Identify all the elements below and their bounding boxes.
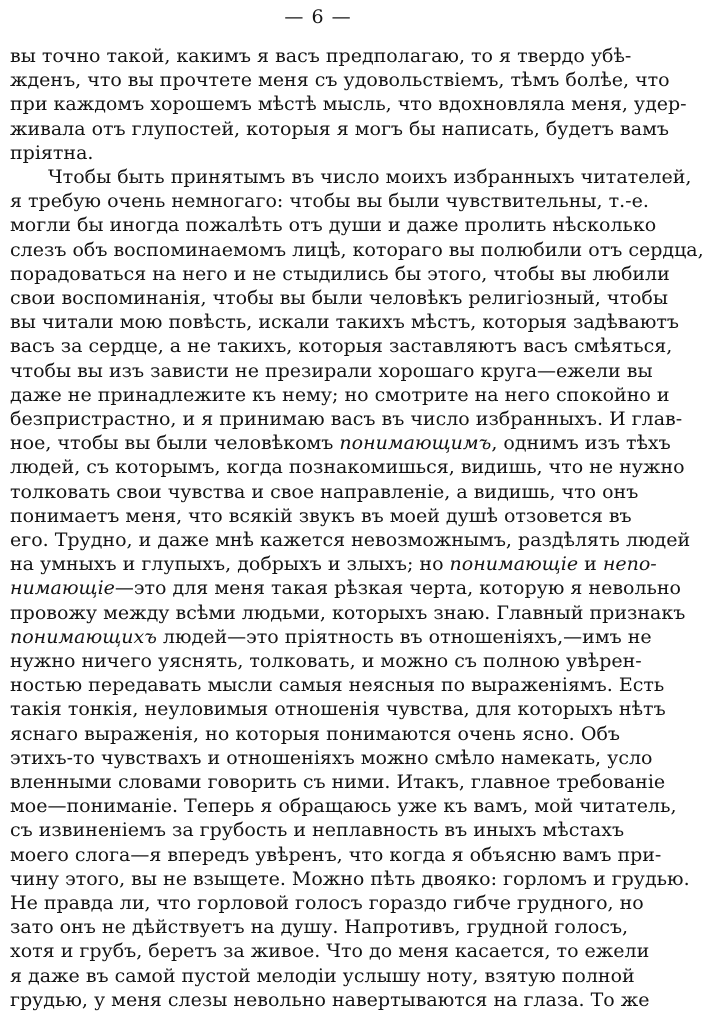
text-line xyxy=(10,600,686,627)
emphasized-text: понимающіе xyxy=(449,553,579,576)
text-line xyxy=(10,769,666,796)
text-segment: съ извиненіемъ за грубость и неплавность въ иныхъ мѣстахъ xyxy=(10,819,625,842)
emphasized-text: понимающимъ xyxy=(339,432,492,455)
text-line xyxy=(10,624,652,651)
text-segment: моего слога—я впередъ увѣренъ, что когда я объясню вамъ при- xyxy=(10,843,662,866)
text-line xyxy=(10,866,690,893)
text-segment: я даже въ самой пустой мелодіи услышу ноту, взятую полной xyxy=(10,964,635,987)
text-segment: пріятна. xyxy=(10,141,94,164)
text-line xyxy=(10,575,681,602)
text-line xyxy=(10,212,657,239)
text-line xyxy=(10,938,650,965)
text-segment: людей, съ которымъ, когда познакомишься, видишь, что не нужно xyxy=(10,456,685,479)
text-segment: при каждомъ хорошемъ мѣстѣ мысль, что вдохновляла меня, удер- xyxy=(10,93,687,116)
text-segment: и xyxy=(578,553,603,576)
text-line xyxy=(48,164,692,191)
text-segment: людей—это пріятность въ отношеніяхъ,—имъ не xyxy=(156,625,652,648)
text-segment: этихъ-то чувствахъ и отношеніяхъ можно смѣло намекать, усло xyxy=(10,746,653,769)
text-segment: свои воспоминанія, чтобы вы были человѣкъ религіозный, чтобы xyxy=(10,287,668,309)
text-segment: Не правда ли, что горловой голосъ гораздо гибче грудного, но xyxy=(10,892,644,914)
text-line xyxy=(10,43,632,70)
text-line xyxy=(10,261,670,288)
text-segment: толковать свои чувства и свое направленіе, а видишь, что онъ xyxy=(10,480,639,503)
emphasized-text: непо- xyxy=(602,553,657,576)
text-segment: живала отъ глупостей, которыя я могъ бы написать, будетъ вамъ xyxy=(10,117,669,140)
text-line xyxy=(10,963,635,990)
text-line xyxy=(10,648,642,675)
text-segment: слезъ объ воспоминаемомъ лицѣ, котораго вы полюбили отъ сердца, xyxy=(10,238,704,261)
text-line xyxy=(10,309,679,336)
text-line xyxy=(10,696,666,723)
text-line xyxy=(10,479,639,506)
emphasized-text: нимающіе xyxy=(10,577,115,600)
text-line xyxy=(10,333,673,360)
text-segment: безпристрастно, и я принимаю васъ въ число избранныхъ. И глав- xyxy=(10,408,683,430)
text-segment: , однимъ изъ тѣхъ xyxy=(491,432,671,455)
text-segment: нужно ничего уяснять, толковать, и можно съ полною увѣрен- xyxy=(10,650,642,672)
text-segment: ностью передавать мысли самыя неясныя по выраженіямъ. Есть xyxy=(10,674,665,697)
text-segment: ное, чтобы вы были человѣкомъ xyxy=(10,432,340,455)
text-segment: вы точно такой, какимъ я васъ предполагаю, то я твердо убѣ- xyxy=(10,45,632,67)
text-line xyxy=(10,817,625,844)
text-line xyxy=(10,987,650,1014)
text-segment: его. Трудно, и даже мнѣ кажется невозможнымъ, раздѣлять людей xyxy=(10,529,691,551)
text-line xyxy=(10,382,670,409)
text-line xyxy=(10,454,685,481)
text-line xyxy=(10,527,691,554)
text-line xyxy=(10,793,677,820)
text-line xyxy=(10,67,670,94)
text-segment: грудью, у меня слезы невольно навертываются на глаза. То же xyxy=(10,988,650,1011)
text-segment: на умныхъ и глупыхъ, добрыхъ и злыхъ; но xyxy=(10,553,450,576)
text-segment: яснаго выраженія, но которыя понимаются очень ясно. Объ xyxy=(10,722,620,745)
text-line xyxy=(10,842,662,869)
text-line xyxy=(10,285,668,312)
text-segment: —это для меня такая рѣзкая черта, которую я невольно xyxy=(114,577,681,600)
text-line xyxy=(10,745,653,772)
text-segment: жденъ, что вы прочтете меня съ удовольствіемъ, тѣмъ болѣе, что xyxy=(10,69,670,92)
text-segment: понимаетъ меня, что всякій звукъ въ моей душѣ отзовется въ xyxy=(10,504,632,527)
text-line xyxy=(10,430,671,457)
text-segment: зато онъ не дѣйствуетъ на душу. Напротивъ, грудной голосъ, xyxy=(10,916,629,939)
text-line xyxy=(10,91,687,118)
text-line xyxy=(10,406,683,433)
text-segment: васъ за сердце, а не такихъ, которыя заставляютъ васъ смѣяться, xyxy=(10,335,673,358)
text-line xyxy=(10,116,669,143)
emphasized-text: понимающихъ xyxy=(10,625,157,648)
text-line xyxy=(10,503,632,530)
text-line xyxy=(10,672,665,699)
text-segment: чтобы вы изъ зависти не презирали хорошаго круга—ежели вы xyxy=(10,359,653,382)
text-segment: провожу между всѣми людьми, которыхъ знаю. Главный признакъ xyxy=(10,601,686,624)
text-line xyxy=(10,721,620,748)
text-segment: чину этого, вы не взыщете. Можно пѣть двояко: горломъ и грудью. xyxy=(10,867,690,890)
text-line xyxy=(10,914,629,941)
text-line xyxy=(10,358,653,385)
page-number: — 6 — xyxy=(284,6,352,28)
text-line xyxy=(10,140,93,167)
text-segment: Чтобы быть принятымъ въ число моихъ избранныхъ читателей, xyxy=(48,166,692,188)
text-segment: даже не принадлежите къ нему; но смотрите на него спокойно и xyxy=(10,383,670,406)
text-segment: хотя и грубъ, беретъ за живое. Что до меня касается, то ежели xyxy=(10,940,650,963)
text-segment: я требую очень немногаго: чтобы вы были чувствительны, т.-е. xyxy=(10,190,649,213)
text-segment: такія тонкія, неуловимыя отношенія чувства, для которыхъ нѣтъ xyxy=(10,698,666,721)
text-line xyxy=(10,237,704,264)
text-line xyxy=(10,551,657,578)
text-segment: порадоваться на него и не стыдились бы этого, чтобы вы любили xyxy=(10,262,670,285)
text-segment: вы читали мою повѣсть, искали такихъ мѣстъ, которыя задѣваютъ xyxy=(10,311,679,334)
text-segment: вленными словами говорить съ ними. Итакъ, главное требованіе xyxy=(10,771,666,793)
text-segment: мое—пониманіе. Теперь я обращаюсь уже къ вамъ, мой читатель, xyxy=(10,795,677,818)
text-line xyxy=(10,890,644,917)
text-line xyxy=(10,188,649,215)
text-segment: могли бы иногда пожалѣть отъ души и даже пролить нѣсколько xyxy=(10,214,657,237)
